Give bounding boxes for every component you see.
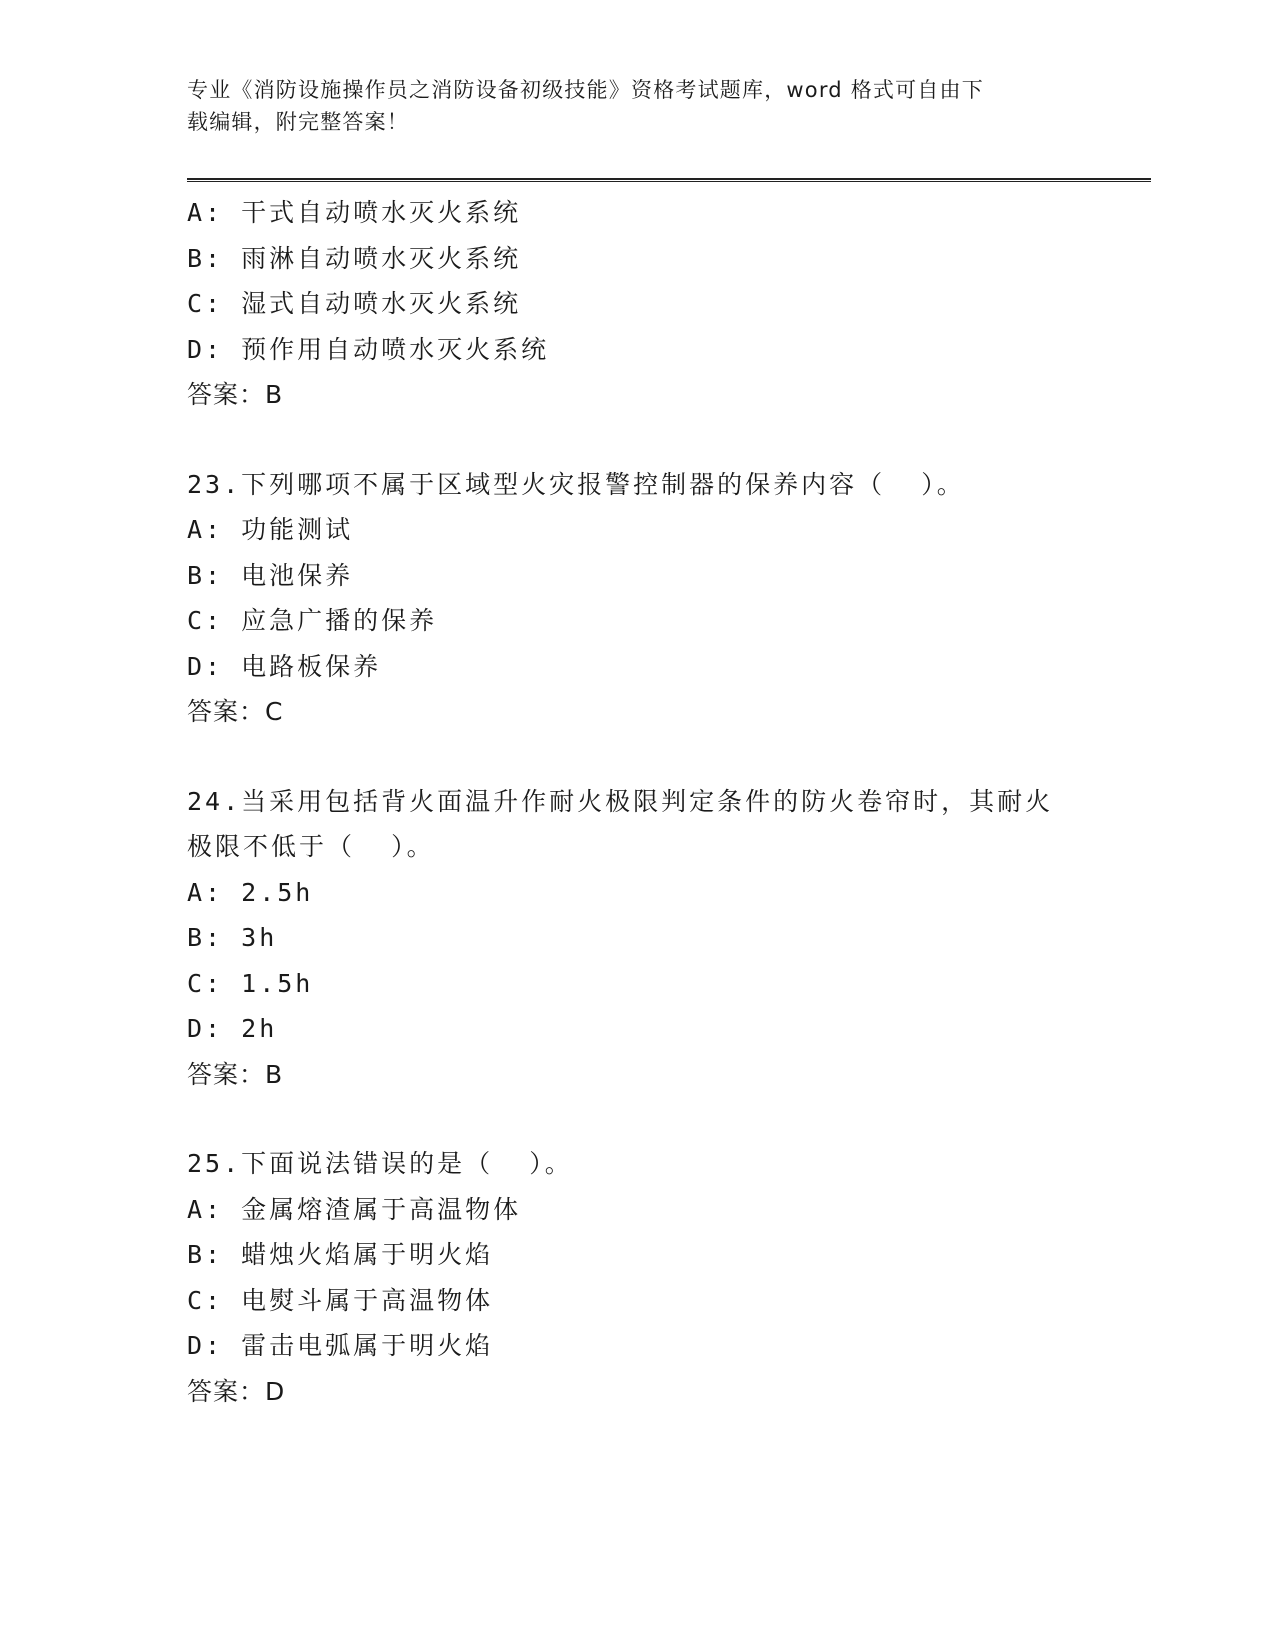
- option-b: B: 3h: [187, 923, 278, 952]
- option-c: C: 1.5h: [187, 968, 314, 998]
- option-a: A: 功能测试: [187, 515, 354, 544]
- header-divider: [187, 178, 1151, 182]
- option-d: D: 2h: [187, 1014, 278, 1043]
- question-25: [187, 1141, 1087, 1414]
- option-b: B: 蜡烛火焰属于明火焰: [187, 1240, 494, 1269]
- option-a: A: 干式自动喷水灭火系统: [187, 198, 522, 227]
- option-d: D: 雷击电弧属于明火焰: [187, 1331, 494, 1360]
- answer: 答案：B: [187, 380, 284, 409]
- option-a: A: 2.5h: [187, 877, 314, 907]
- question-list: [187, 190, 1087, 1414]
- option-d: D: 电路板保养: [187, 651, 382, 681]
- answer: 答案：C: [187, 697, 284, 726]
- question-22: [187, 190, 1087, 418]
- spacer: [187, 418, 1087, 462]
- question-stem-line-2: 极限不低于（ ）。: [187, 832, 435, 861]
- question-stem: 25.下面说法错误的是（ ）。: [187, 1149, 573, 1178]
- spacer: [187, 735, 1087, 779]
- option-c: C: 应急广播的保养: [187, 606, 438, 635]
- option-c: C: 湿式自动喷水灭火系统: [187, 289, 522, 318]
- question-stem: 23.下列哪项不属于区域型火灾报警控制器的保养内容（ ）。: [187, 469, 965, 499]
- header-line-1: 专业《消防设施操作员之消防设备初级技能》资格考试题库，word 格式可自由下: [187, 78, 984, 102]
- document-header: [187, 74, 1087, 138]
- option-b: B: 雨淋自动喷水灭火系统: [187, 243, 522, 273]
- header-line-2: 载编辑，附完整答案！: [187, 110, 409, 134]
- option-d: D: 预作用自动喷水灭火系统: [187, 334, 550, 364]
- spacer: [187, 1097, 1087, 1141]
- question-stem-line-1: 24.当采用包括背火面温升作耐火极限判定条件的防火卷帘时，其耐火: [187, 786, 1054, 816]
- answer: 答案：D: [187, 1376, 286, 1406]
- option-c: C: 电熨斗属于高温物体: [187, 1285, 494, 1315]
- answer: 答案：B: [187, 1059, 284, 1089]
- question-24: [187, 779, 1087, 1098]
- option-b: B: 电池保养: [187, 560, 354, 590]
- option-a: A: 金属熔渣属于高温物体: [187, 1194, 522, 1224]
- question-23: [187, 462, 1087, 735]
